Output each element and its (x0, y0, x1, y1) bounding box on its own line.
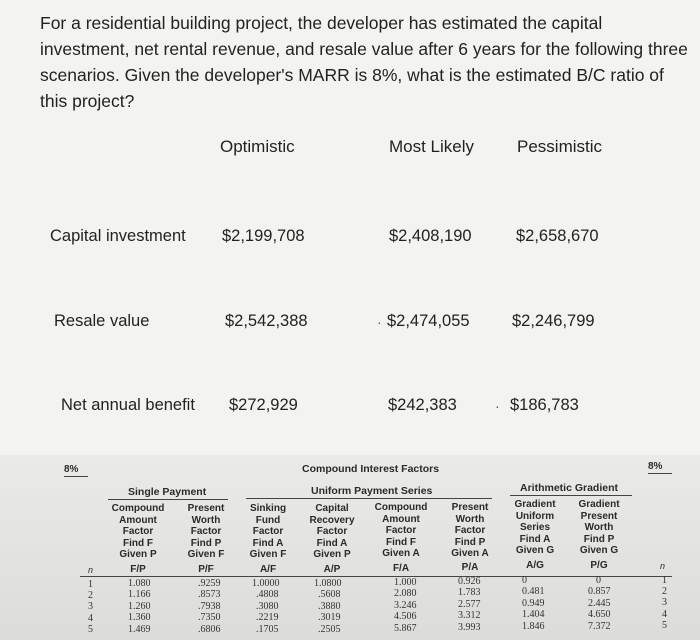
ag-1: 0 (522, 575, 527, 586)
fa-2: 2.080 (394, 588, 417, 599)
fa-5: 5.867 (394, 623, 417, 634)
resale-value-most-likely: $2,474,055 (387, 312, 470, 330)
rate-label-left: 8% (64, 464, 79, 475)
rate-underline (648, 473, 672, 474)
pg-5: 7.372 (588, 621, 611, 632)
stray-mark: · (377, 314, 382, 330)
n-right-4: 4 (662, 609, 667, 620)
ag-3: 0.949 (522, 598, 545, 609)
n-right-1: 1 (662, 575, 667, 586)
col-head-fp: Compound Amount Factor Find F Given P (111, 503, 165, 560)
pg-2: 0.857 (588, 586, 611, 597)
n-5: 5 (88, 624, 93, 635)
pg-4: 4.650 (588, 609, 611, 620)
fp-4: 1.360 (128, 612, 151, 623)
n-label-right: n (660, 561, 666, 571)
ap-4: .3019 (318, 612, 341, 623)
capital-investment-most-likely: $2,408,190 (389, 227, 472, 245)
row-label-capital-investment: Capital investment (50, 227, 186, 245)
resale-value-pessimistic: $2,246,799 (512, 312, 595, 330)
pf-4: .7350 (198, 612, 221, 623)
header-optimistic: Optimistic (220, 137, 295, 156)
n-3: 3 (88, 601, 93, 612)
ap-5: .2505 (318, 624, 341, 635)
rate-underline (64, 476, 88, 477)
group-single-payment: Single Payment (128, 486, 207, 498)
question-text: For a residential building project, the developer has estimated the capital investment, net rental revenue, and resale value after 6 years for the following three scenarios. Given the developer's MARR is 8%, what is the estimated B/C ratio of this project? (40, 13, 688, 111)
net-annual-benefit-pessimistic: $186,783 (510, 396, 579, 414)
af-5: .1705 (256, 624, 279, 635)
pf-3: .7938 (198, 601, 221, 612)
n-right-5: 5 (662, 620, 667, 631)
n-right-2: 2 (662, 586, 667, 597)
group-rule (246, 498, 492, 499)
net-annual-benefit-optimistic: $272,929 (229, 396, 298, 414)
row-label-net-annual-benefit: Net annual benefit (61, 396, 195, 414)
n-2: 2 (88, 590, 93, 601)
ag-2: 0.481 (522, 586, 545, 597)
n-4: 4 (88, 613, 93, 624)
col-head-pf: Present Worth Factor Find P Given F (187, 503, 225, 560)
ap-3: .3880 (318, 601, 341, 612)
n-label-left: n (88, 565, 94, 575)
fp-2: 1.166 (128, 589, 151, 600)
table-title: Compound Interest Factors (302, 463, 440, 475)
net-annual-benefit-most-likely: $242,383 (388, 396, 457, 414)
col-head-af: Sinking Fund Factor Find A Given F (249, 503, 287, 560)
pa-4: 3.312 (458, 610, 481, 621)
af-3: .3080 (256, 601, 279, 612)
sym-fp: F/P (130, 564, 146, 575)
fp-5: 1.469 (128, 624, 151, 635)
sym-ag: A/G (526, 560, 544, 571)
ap-1: 1.0800 (314, 578, 342, 589)
pf-1: .9259 (198, 578, 221, 589)
sym-pa: P/A (461, 562, 479, 573)
ag-4: 1.404 (522, 609, 545, 620)
capital-investment-optimistic: $2,199,708 (222, 227, 305, 245)
col-head-ap: Capital Recovery Factor Find A Given P (309, 503, 355, 560)
interest-factor-table (0, 455, 700, 640)
pa-5: 3.993 (458, 622, 481, 633)
fp-1: 1.080 (128, 578, 151, 589)
ap-2: .5608 (318, 589, 341, 600)
sym-pf: P/F (198, 564, 214, 575)
af-1: 1.0000 (252, 578, 280, 589)
group-rule (108, 499, 228, 500)
pg-3: 2.445 (588, 598, 611, 609)
fp-3: 1.260 (128, 601, 151, 612)
sym-ap: A/P (323, 564, 341, 575)
pf-5: .6806 (198, 624, 221, 635)
sym-fa: F/A (392, 563, 410, 574)
rate-label-right: 8% (648, 461, 663, 472)
capital-investment-pessimistic: $2,658,670 (516, 227, 599, 245)
col-head-ag: Gradient Uniform Series Find A Given G (514, 499, 556, 556)
sym-af: A/F (259, 564, 277, 575)
col-head-pg: Gradient Present Worth Find P Given G (578, 499, 620, 556)
header-most-likely: Most Likely (389, 137, 475, 156)
header-rule (80, 576, 672, 577)
pa-3: 2.577 (458, 599, 481, 610)
col-head-pa: Present Worth Factor Find P Given A (451, 502, 489, 559)
resale-value-optimistic: $2,542,388 (225, 312, 308, 330)
pf-2: .8573 (198, 589, 221, 600)
fa-3: 3.246 (394, 600, 417, 611)
n-right-3: 3 (662, 597, 667, 608)
n-1: 1 (88, 579, 93, 590)
header-pessimistic: Pessimistic (517, 137, 603, 156)
pg-1: 0 (596, 575, 601, 586)
af-2: .4808 (256, 589, 279, 600)
col-head-fa: Compound Amount Factor Find F Given A (374, 502, 428, 559)
row-label-resale-value: Resale value (54, 312, 150, 330)
group-rule (510, 495, 632, 496)
af-4: .2219 (256, 612, 279, 623)
group-arithmetic-gradient: Arithmetic Gradient (520, 482, 619, 494)
fa-4: 4.506 (394, 611, 417, 622)
sym-pg: P/G (590, 560, 608, 571)
stray-mark: · (495, 398, 500, 414)
pa-1: 0.926 (458, 576, 481, 587)
ag-5: 1.846 (522, 621, 545, 632)
fa-1: 1.000 (394, 577, 417, 588)
pa-2: 1.783 (458, 587, 481, 598)
group-uniform-series: Uniform Payment Series (311, 485, 433, 497)
